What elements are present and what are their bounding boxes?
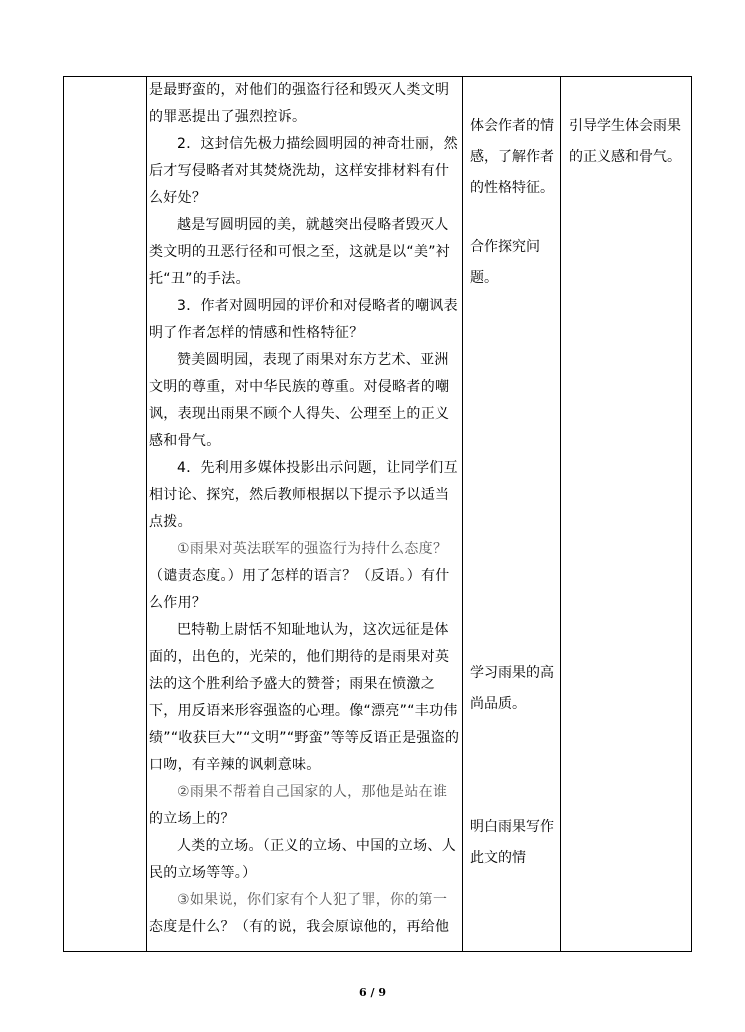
content-paragraph: 赞美圆明园，表现了雨果对东方艺术、亚洲文明的尊重，对中华民族的尊重。对侵略者的嘲讽，表现出雨果不顾个人得失、公理至上的正义感和骨气。 [149,352,450,449]
lesson-table [63,76,692,952]
intent-note: 引导学生体会雨果的正义感和骨气。 [569,118,681,165]
teaching-content-cell [147,77,462,941]
content-paragraph: ①雨果对英法联军的强盗行为持什么态度？ [177,541,448,557]
design-intent-cell [561,77,691,173]
content-paragraph: ③如果说，你们家有个人犯了罪，你的第一 [177,892,448,908]
student-activity-cell [463,77,560,874]
content-paragraph: 人类的立场。（正义的立场、中国的立场、人民的立场等等。） [149,838,456,881]
content-paragraph: 态度是什么？（有的说，我会原谅他的，再给他 [149,919,450,935]
content-paragraph: ②雨果不帮着自己国家的人，那他是站在谁 [177,784,448,800]
column-divider [560,77,561,951]
activity-note: 合作探究问题。 [470,239,540,286]
content-paragraph: 3．作者对圆明园的评价和对侵略者的嘲讽表明了作者怎样的情感和性格特征？ [149,298,458,341]
content-paragraph: 的立场上的？ [149,811,235,827]
activity-note: 明白雨果写作此文的情 [470,819,554,866]
content-paragraph: 的罪恶提出了强烈控诉。 [149,109,307,125]
content-paragraph: 是最野蛮的，对他们的强盗行径和毁灭人类文明 [149,82,450,98]
activity-note: 学习雨果的高尚品质。 [470,665,554,712]
content-paragraph: 越是写圆明园的美，就越突出侵略者毁灭人类文明的丑恶行径和可恨之至，这就是以“美”衬托“丑”的手法。 [149,217,451,287]
content-paragraph: 4．先利用多媒体投影出示问题，让同学们互相讨论、探究，然后教师根据以下提示予以适当点拨。 [149,460,458,530]
content-paragraph: 2．这封信先极力描绘圆明园的神奇壮丽，然后才写侵略者对其焚烧洗劫，这样安排材料有什么好处？ [149,136,458,206]
content-paragraph: 巴特勒上尉恬不知耻地认为，这次远征是体面的，出色的，光荣的，他们期待的是雨果对英法的这个胜利给予盛大的赞誉；雨果在愤激之下，用反语来形容强盗的心理。像“漂亮”“丰功伟绩”“收获巨大”“文明”“野蛮”等等反语正是强盗的口吻，有辛辣的讽刺意味。 [149,622,460,773]
page-number: 6 / 9 [359,986,386,999]
content-paragraph: （谴责态度。）用了怎样的语言？（反语。）有什么作用？ [149,568,450,611]
activity-note: 体会作者的情感，了解作者的性格特征。 [470,118,554,196]
